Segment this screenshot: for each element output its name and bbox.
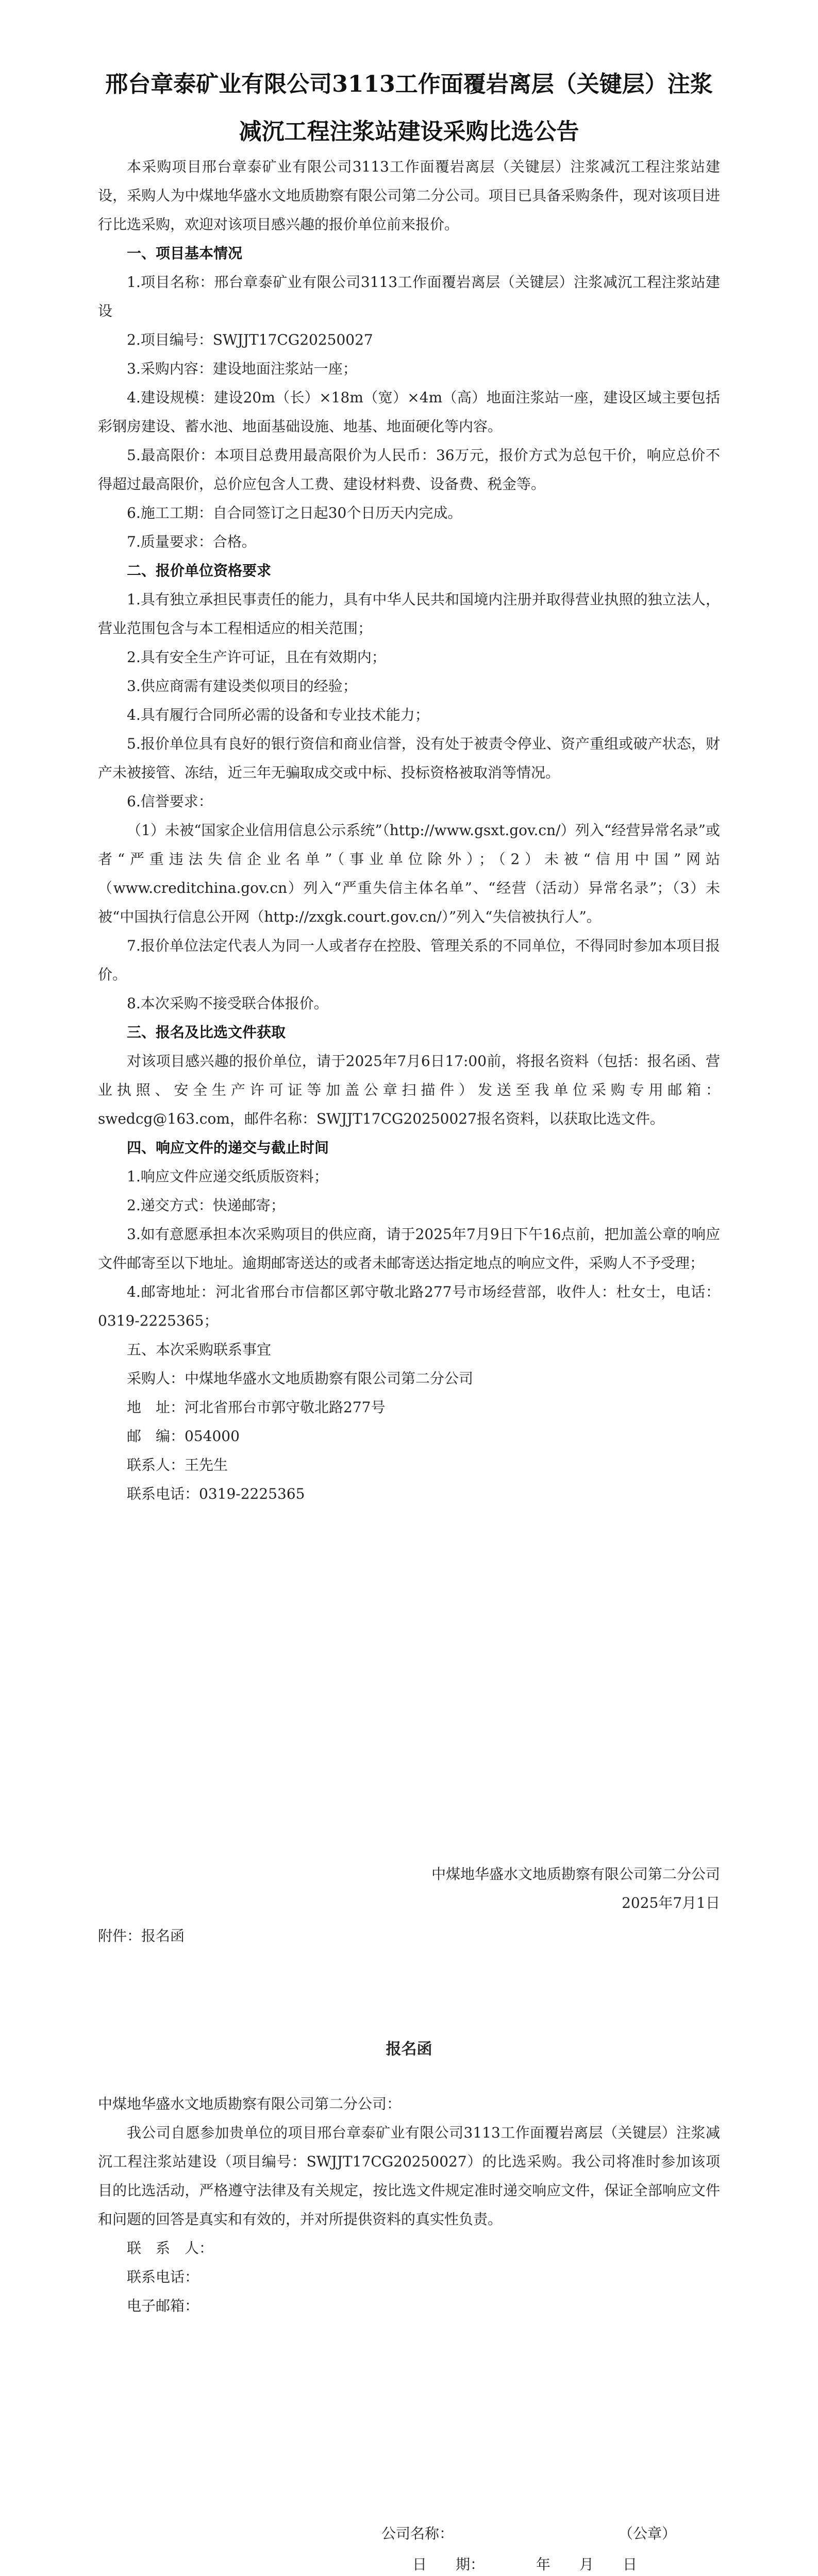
section2-item: 2.具有安全生产许可证，且在有效期内； xyxy=(127,649,386,666)
section4-heading: 四、响应文件的递交与截止时间 xyxy=(127,1139,329,1156)
section2-item: 1.具有独立承担民事责任的能力，具有中华人民共和国境内注册并取得营业执照的独立法人，营业范围包含与本工程相适应的相关范围； xyxy=(98,591,720,637)
form-title: 报名函 xyxy=(386,2040,432,2058)
form-body-text: 我公司自愿参加贵单位的项目邢台章泰矿业有限公司3113工作面覆岩离层（关键层）注浆减沉工程注浆站建设（项目编号：SWJJT17CG20250027）的比选采购。我公司将准时参加该项目的比选活动，严格遵守法律及有关规定，按比选文件规定准时递交响应文件，保证全部响应文件和问题的回答是真实和有效的，并对所提供资料的真实性负责。 xyxy=(98,2124,720,2228)
section1-item: 7.质量要求：合格。 xyxy=(127,533,256,550)
section1-item: 5.最高限价：本项目总费用最高限价为人民币：36万元，报价方式为总包干价，响应总价不得超过最高限价，总价应包含人工费、建设材料费、设备费、税金等。 xyxy=(98,447,720,493)
section4-item: 4.邮寄地址：河北省邢台市信都区郭守敬北路277号市场经营部，收件人：杜女士，电话：0319-2225365； xyxy=(98,1283,720,1329)
credit-requirements: （1）未被“国家企业信用信息公示系统”（http://www.gsxt.gov.cn/）列入“经营异常名录”或者“严重违法失信企业名单”（事业单位除外）；（2）未被“信用中国”网站（www.creditchina.gov.cn）列入“严重失信主体名单”、“经营（活动）异常名录”；（3）未被“中国执行信息公开网（http://zxgk.court.gov.cn/）”列入“失信被执行人”。 xyxy=(98,822,720,925)
attachment-label: 附件：报名函 xyxy=(98,1927,185,1944)
intro-paragraph: 本采购项目邢台章泰矿业有限公司3113工作面覆岩离层（关键层）注浆减沉工程注浆站建设，采购人为中煤地华盛水文地质勘察有限公司第二分公司。项目已具备采购条件，现对该项目进行比选采购，欢迎对该项目感兴趣的报价单位前来报价。 xyxy=(98,158,720,233)
contact-phone-field: 联系电话： xyxy=(127,2268,199,2285)
section4-item: 1.响应文件应递交纸质版资料； xyxy=(127,1168,328,1185)
section5-heading: 五、本次采购联系事宜 xyxy=(127,1341,272,1358)
section2-heading: 二、报价单位资格要求 xyxy=(127,562,272,579)
contact-address: 地 址：河北省邢台市郭守敬北路277号 xyxy=(127,1399,386,1416)
section1-item: 2.项目编号：SWJJT17CG20250027 xyxy=(127,331,373,348)
form-date-units: 年 月 日 xyxy=(536,2556,638,2573)
section4-item: 2.递交方式：快递邮寄； xyxy=(127,1197,285,1214)
seal-label: （公章） xyxy=(619,2525,677,2542)
section4-item: 3.如有意愿承担本次采购项目的供应商，请于2025年7月9日下午16点前，把加盖公章的响应文件邮寄至以下地址。逾期邮寄送达的或者未邮寄送达指定地点的响应文件，采购人不予受理； xyxy=(98,1226,720,1272)
section1-item: 4.建设规模：建设20m（长）×18m（宽）×4m（高）地面注浆站一座，建设区域主要包括彩钢房建设、蓄水池、地面基础设施、地基、地面硬化等内容。 xyxy=(98,389,720,435)
section2-item: 5.报价单位具有良好的银行资信和商业信誉，没有处于被责令停业、资产重组或破产状态，财产未被接管、冻结，近三年无骗取成交或中标、投标资格被取消等情况。 xyxy=(98,735,720,781)
signature-company: 中煤地华盛水文地质勘察有限公司第二分公司 xyxy=(431,1866,720,1883)
announcement-title: 邢台章泰矿业有限公司3113工作面覆岩离层（关键层）注浆减沉工程注浆站建设采购比选公告 xyxy=(105,71,713,145)
contact-phone: 联系电话：0319-2225365 xyxy=(127,1485,305,1502)
section1-heading: 一、项目基本情况 xyxy=(127,245,243,262)
contact-person-field: 联 系 人： xyxy=(127,2240,214,2257)
company-name-field: 公司名称： xyxy=(381,2525,454,2542)
section2-item: 3.供应商需有建设类似项目的经验； xyxy=(127,677,357,694)
section3-text: 对该项目感兴趣的报价单位，请于2025年7月6日17:00前，将报名资料（包括：报名函、营业执照、安全生产许可证等加盖公章扫描件）发送至我单位采购专用邮箱：swedcg@163.com，邮件名称：SWJJT17CG20250027报名资料，以获取比选文件。 xyxy=(98,1053,720,1127)
section2-item: 6.信誉要求： xyxy=(127,793,213,810)
contact-postcode: 邮 编：054000 xyxy=(127,1428,240,1445)
section1-item: 1.项目名称：邢台章泰矿业有限公司3113工作面覆岩离层（关键层）注浆减沉工程注浆站建设 xyxy=(98,274,720,319)
section2-item: 7.报价单位法定代表人为同一人或者存在控股、管理关系的不同单位，不得同时参加本项目报价。 xyxy=(98,937,720,983)
section2-item: 4.具有履行合同所必需的设备和专业技术能力； xyxy=(127,706,429,723)
section1-item: 3.采购内容：建设地面注浆站一座； xyxy=(127,360,357,377)
section2-item: 8.本次采购不接受联合体报价。 xyxy=(127,995,328,1012)
contact-person: 联系人：王先生 xyxy=(127,1456,228,1473)
section1-item: 6.施工工期：自合同签订之日起30个日历天内完成。 xyxy=(127,504,462,521)
section3-heading: 三、报名及比选文件获取 xyxy=(127,1024,286,1041)
contact-purchaser: 采购人：中煤地华盛水文地质勘察有限公司第二分公司 xyxy=(127,1370,474,1387)
announcement-body xyxy=(98,152,720,1509)
email-field: 电子邮箱： xyxy=(127,2297,199,2314)
form-addressee: 中煤地华盛水文地质勘察有限公司第二分公司： xyxy=(98,2095,402,2112)
signature-date: 2025年7月1日 xyxy=(622,1894,720,1911)
registration-form xyxy=(98,2090,720,2320)
form-date-label: 日 期： xyxy=(412,2556,485,2573)
